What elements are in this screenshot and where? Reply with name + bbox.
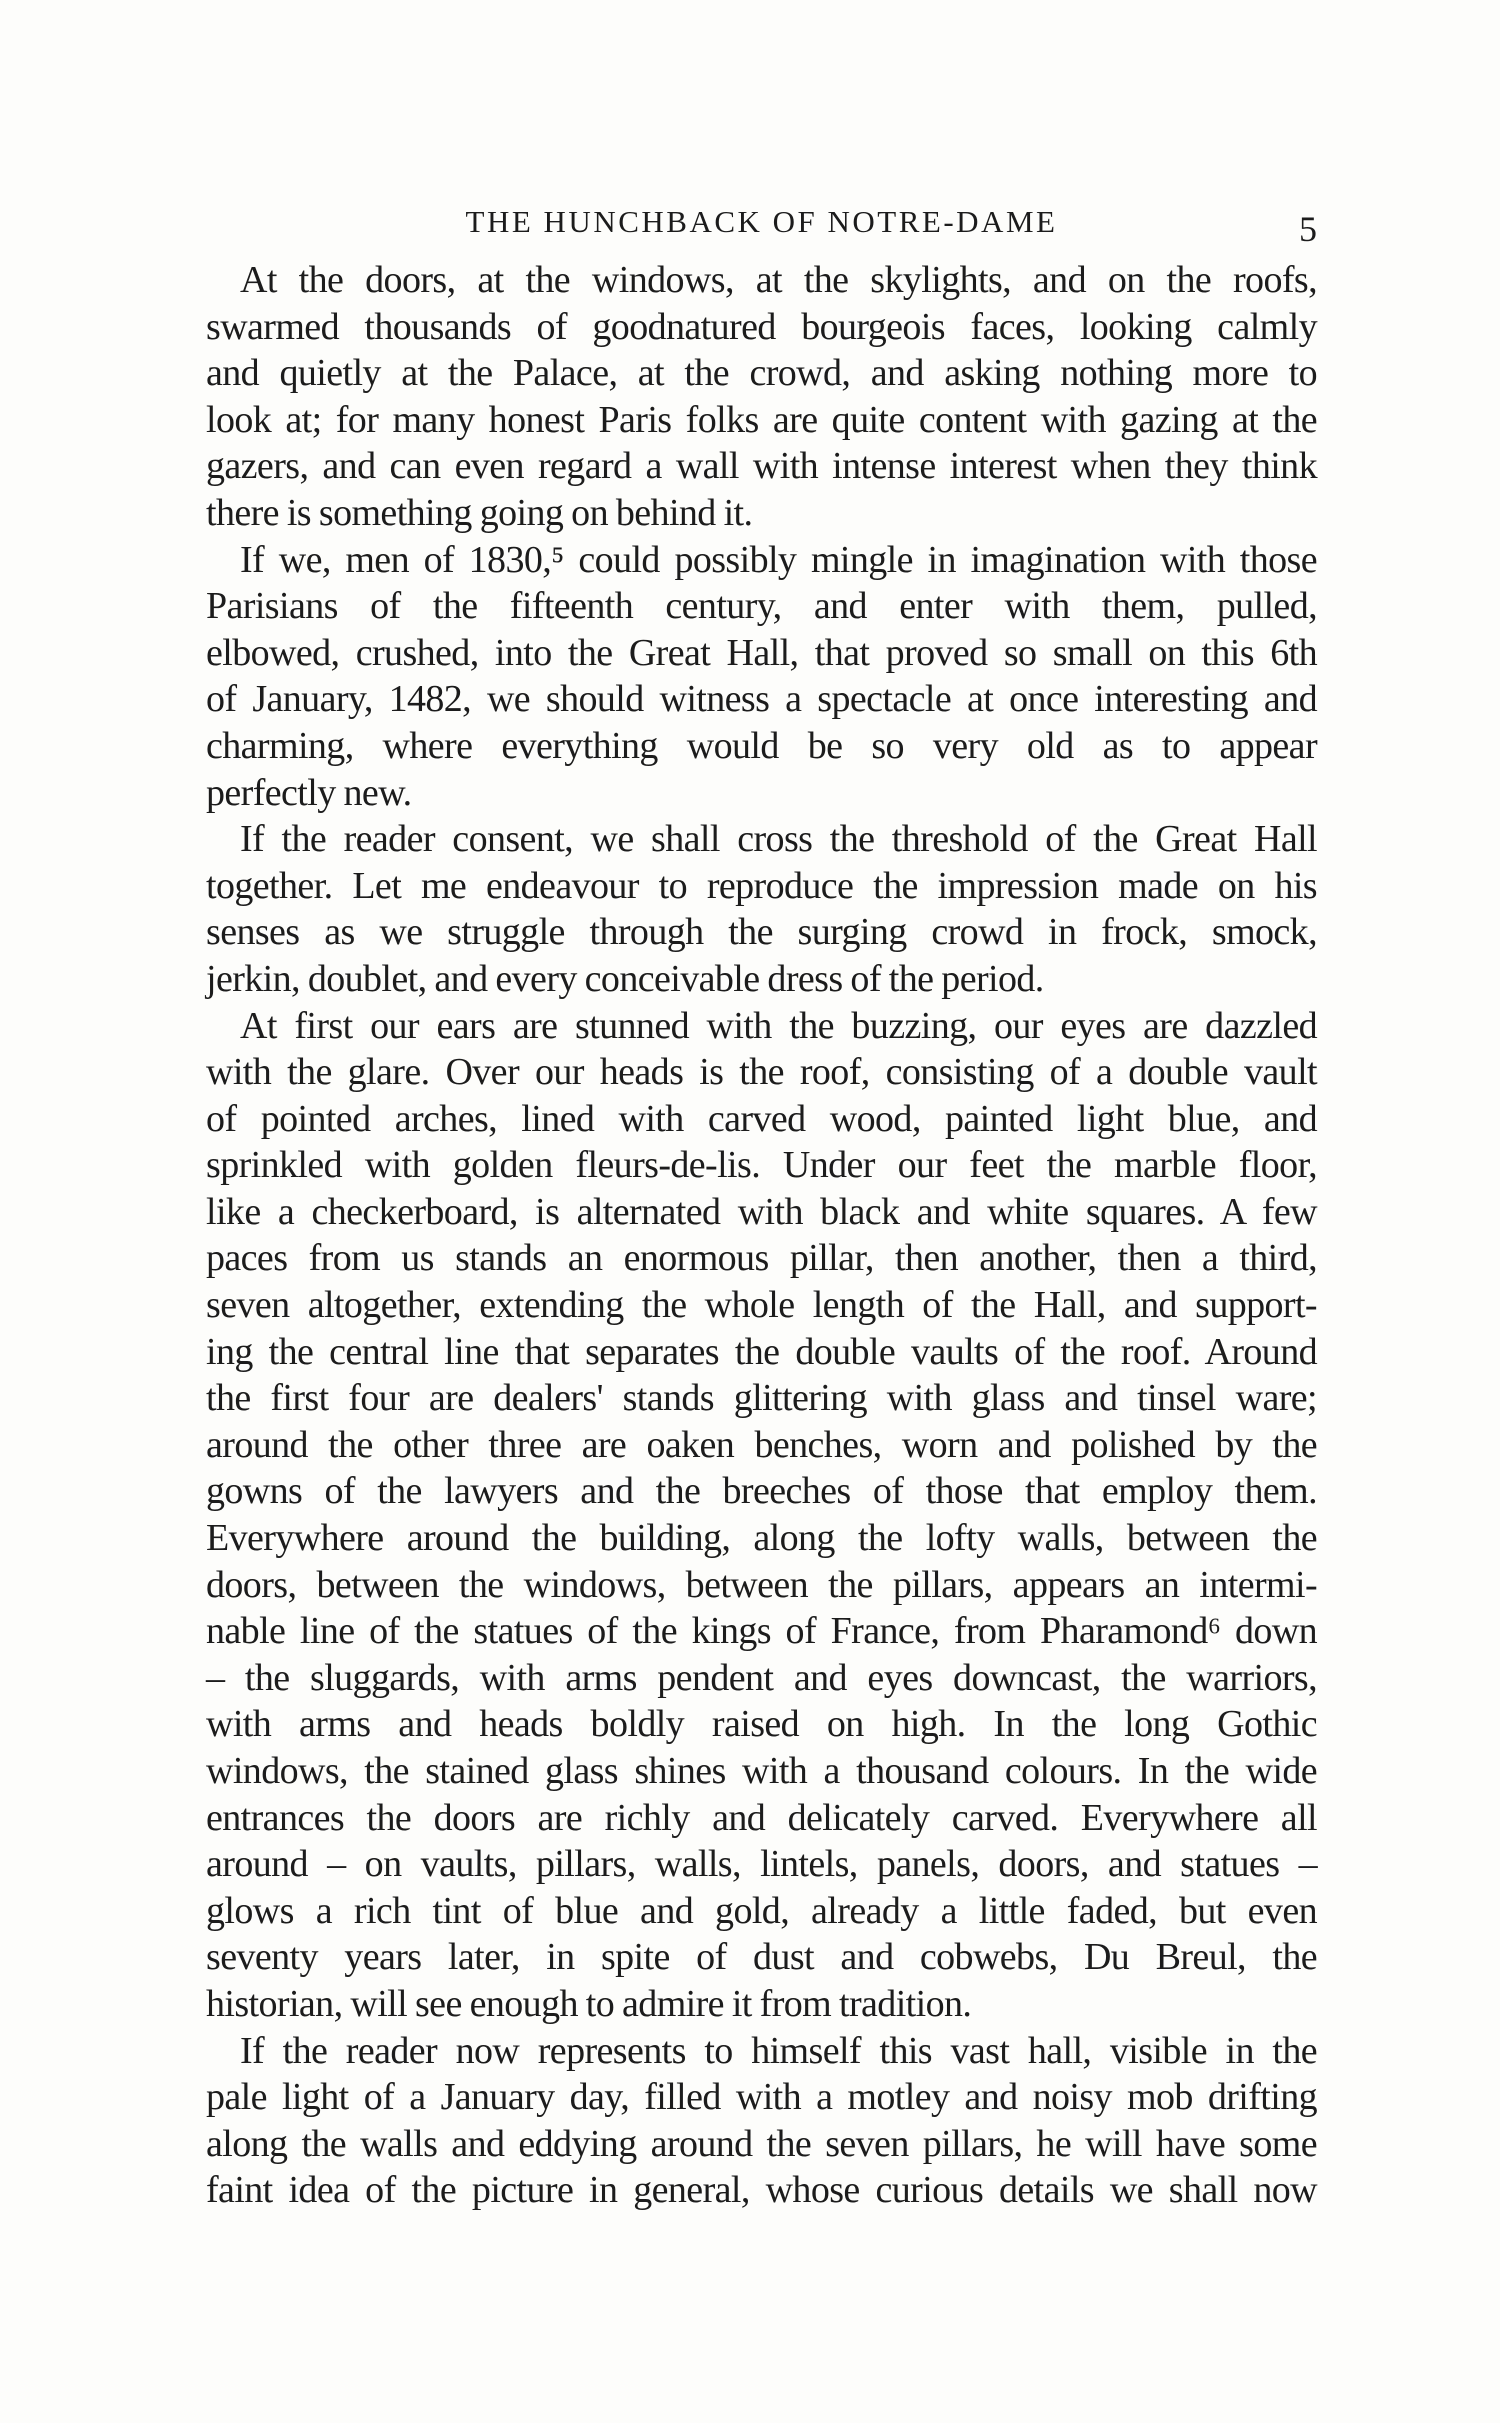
- text-line: and quietly at the Palace, at the crowd, and asking nothing more to: [206, 352, 1317, 395]
- running-title: THE HUNCHBACK OF NOTRE-DAME: [465, 204, 1058, 239]
- text-line: jerkin, doublet, and every conceivable dress of the period.: [206, 957, 1044, 1000]
- text-line: pale light of a January day, filled with a motley and noisy mob drifting: [206, 2076, 1317, 2119]
- text-line: Everywhere around the building, along the lofty walls, between the: [206, 1517, 1317, 1560]
- text-line: the first four are dealers' stands glittering with glass and tinsel ware;: [206, 1377, 1317, 1420]
- text-line: faint idea of the picture in general, whose curious details we shall now: [206, 2169, 1317, 2212]
- paragraph: [206, 1003, 1317, 2028]
- text-line: charming, where everything would be so very old as to appear: [206, 724, 1317, 767]
- text-line: swarmed thousands of goodnatured bourgeois faces, looking calmly: [206, 305, 1317, 348]
- text-line: together. Let me endeavour to reproduce the impression made on his: [206, 864, 1317, 907]
- text-line: At the doors, at the windows, at the skylights, and on the roofs,: [240, 259, 1317, 301]
- text-line: elbowed, crushed, into the Great Hall, that proved so small on this 6th: [206, 631, 1317, 674]
- body-text: [206, 257, 1317, 2214]
- text-line: historian, will see enough to admire it from tradition.: [206, 1982, 972, 2025]
- text-line: sprinkled with golden fleurs-de-lis. Under our feet the marble floor,: [206, 1144, 1317, 1187]
- text-line: If we, men of 1830,⁵ could possibly mingle in imagination with those: [240, 538, 1317, 581]
- text-line: look at; for many honest Paris folks are quite content with gazing at the: [206, 398, 1317, 441]
- text-line: around the other three are oaken benches, worn and polished by the: [206, 1423, 1317, 1466]
- paragraph: [206, 816, 1317, 1002]
- text-line: At first our ears are stunned with the buzzing, our eyes are dazzled: [240, 1004, 1317, 1047]
- page-number: 5: [1299, 209, 1317, 249]
- paragraph: [206, 537, 1317, 817]
- text-line: along the walls and eddying around the seven pillars, he will have some: [206, 2122, 1317, 2165]
- text-line: windows, the stained glass shines with a thousand colours. In the wide: [206, 1750, 1317, 1792]
- text-line: doors, between the windows, between the pillars, appears an intermi-: [206, 1563, 1317, 1606]
- text-line: gowns of the lawyers and the breeches of those that employ them.: [206, 1470, 1317, 1513]
- running-header: [206, 204, 1317, 254]
- text-line: with the glare. Over our heads is the roof, consisting of a double vault: [206, 1051, 1317, 1094]
- paragraph: [206, 2028, 1317, 2214]
- text-line: around – on vaults, pillars, walls, lintels, panels, doors, and statues –: [206, 1843, 1317, 1886]
- text-line: glows a rich tint of blue and gold, already a little faded, but even: [206, 1889, 1317, 1932]
- text-line: – the sluggards, with arms pendent and eyes downcast, the warriors,: [206, 1656, 1317, 1699]
- text-line: gazers, and can even regard a wall with intense interest when they think: [206, 445, 1317, 488]
- text-line: seven altogether, extending the whole length of the Hall, and support-: [206, 1284, 1317, 1327]
- text-line: Parisians of the fifteenth century, and enter with them, pulled,: [206, 585, 1317, 628]
- text-line: like a checkerboard, is alternated with black and white squares. A few: [206, 1190, 1317, 1233]
- text-line: paces from us stands an enormous pillar, then another, then a third,: [206, 1237, 1317, 1280]
- text-line: senses as we struggle through the surging crowd in frock, smock,: [206, 911, 1317, 954]
- text-line: seventy years later, in spite of dust and cobwebs, Du Breul, the: [206, 1936, 1317, 1979]
- text-line: nable line of the statues of the kings of France, from Pharamond⁶ down: [206, 1610, 1317, 1653]
- text-line: with arms and heads boldly raised on high. In the long Gothic: [206, 1703, 1317, 1746]
- text-line: there is something going on behind it.: [206, 491, 753, 534]
- text-line: ing the central line that separates the double vaults of the roof. Around: [206, 1330, 1317, 1373]
- text-line: If the reader consent, we shall cross the threshold of the Great Hall: [240, 818, 1317, 861]
- text-line: perfectly new.: [206, 771, 412, 814]
- paragraph: [206, 257, 1317, 537]
- text-line: entrances the doors are richly and delicately carved. Everywhere all: [206, 1796, 1317, 1839]
- text-line: of January, 1482, we should witness a spectacle at once interesting and: [206, 678, 1317, 721]
- text-line: If the reader now represents to himself this vast hall, visible in the: [240, 2029, 1317, 2072]
- text-line: of pointed arches, lined with carved wood, painted light blue, and: [206, 1097, 1317, 1140]
